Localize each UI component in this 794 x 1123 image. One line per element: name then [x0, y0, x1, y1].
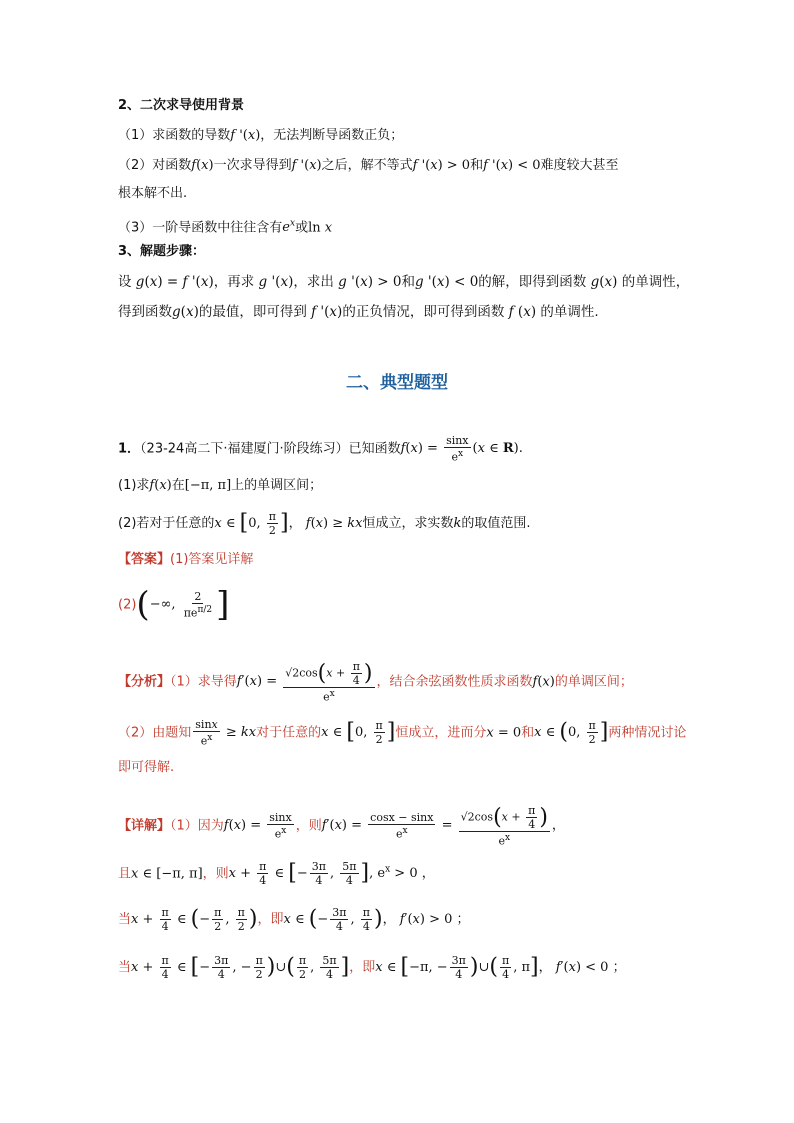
formula: f '(x) < 0: [483, 158, 541, 173]
formula: f′(x) = $\frac{\cos x - \sin x}{e^x}$ = √2cos(x + $\frac{\pi}{4}$ ) $e^x$ ，: [321, 804, 565, 848]
formula: g '(x) > 0: [338, 274, 402, 290]
answer-line-2: [118, 584, 230, 625]
text: 的单调区间；: [554, 674, 633, 690]
detail-line-1: [118, 804, 565, 848]
formula: [−π, π]: [184, 478, 232, 493]
formula: x + $\frac{\pi}{4}$ ∈ (− $\frac{\pi}{2}$ , $\frac{\pi}{2}$ ): [131, 906, 258, 933]
formula: g(x): [590, 274, 618, 290]
background-item-1: [118, 126, 403, 146]
section-2-heading: 2、二次求导使用背景: [118, 98, 245, 113]
background-item-2: [118, 156, 619, 176]
text: 设: [118, 274, 132, 290]
text: 的解，即得到函数: [478, 274, 587, 290]
analysis-line-2: [118, 718, 686, 748]
text: 的单调性.: [540, 304, 599, 320]
answer-label: 【答案】: [118, 552, 171, 567]
text: （2）由题知: [118, 725, 192, 741]
formula: (−∞, $\frac{2}{\pi e^{\pi/2}}$ ]: [136, 584, 230, 625]
formula: f '(x) > 0: [412, 158, 471, 173]
text: (2)若对于任意的: [118, 516, 215, 531]
formula: f(x) = $\frac{\sin x}{e^x}$: [223, 811, 292, 841]
problem-part-1: [118, 476, 322, 496]
text: 和: [470, 158, 484, 173]
formula: k: [453, 516, 462, 531]
formula: f′(x) = √2cos(x + $\frac{\pi}{4}$ ) $e^x$: [236, 660, 373, 704]
text: 在: [171, 478, 185, 493]
text: （1）求函数的导数: [118, 128, 231, 143]
text: ，则: [295, 818, 322, 834]
formula: g(x) = f '(x): [135, 274, 214, 290]
text: 或: [295, 220, 309, 236]
answer-part-1: (1)答案见详解: [170, 552, 254, 567]
text: 的取值范围.: [461, 516, 531, 531]
text: 恒成立，进而分: [395, 725, 487, 741]
text: ，再求: [213, 274, 255, 290]
text: 一次求导得到: [213, 158, 292, 173]
text: ，则: [202, 866, 229, 882]
formula: x ∈ [0, $\frac{\pi}{2}$ ]， f(x) ≥ kx: [214, 510, 363, 537]
text: 当: [118, 960, 132, 975]
answer-part-2: (2): [118, 597, 137, 613]
background-item-3: [118, 214, 332, 238]
text: 的最值，即可得到: [198, 304, 307, 320]
detail-line-2: [118, 860, 435, 887]
text: 两种情况讨论: [608, 725, 687, 741]
detail-label: 【详解】: [118, 818, 171, 834]
formula: $e^x$: [282, 219, 296, 236]
formula: $\frac{\sin x}{e^x}$ ≥ kx: [195, 718, 257, 748]
text: 的正负情况，即可得到函数: [342, 304, 505, 320]
text: （1）求导得: [170, 674, 237, 690]
text: 上的单调区间；: [231, 478, 323, 493]
answer-line-1: [118, 550, 253, 570]
analysis-line-3: 即可得解.: [118, 760, 175, 775]
text: ，即: [349, 960, 376, 975]
steps-line-1: [118, 272, 689, 292]
text: 恒成立，求实数: [362, 516, 454, 531]
formula: f(x): [191, 158, 214, 173]
background-item-2-cont: 根本解不出.: [118, 186, 188, 201]
formula: x ∈ [−π, π]: [131, 866, 203, 882]
problem-statement: [118, 434, 523, 464]
text: 和: [401, 274, 415, 290]
problem-source: （23-24高二下·福建厦门·阶段练习）已知函数: [140, 441, 401, 457]
formula: x = 0: [486, 725, 522, 741]
text: 当: [118, 912, 132, 927]
formula: ln x: [308, 220, 333, 236]
text: （2）对函数: [118, 158, 192, 173]
formula: x ∈ [−π, − $\frac{3\pi}{4}$ )∪( $\frac{\pi}{4}$ , π]， f′(x) < 0 ；: [375, 954, 626, 981]
formula: x ∈ (0, $\frac{\pi}{2}$ ]: [534, 719, 609, 747]
text: （1）因为: [170, 818, 224, 834]
formula: g '(x) < 0: [414, 274, 479, 290]
section-title: 二、典型题型: [346, 373, 448, 393]
text: 得到函数: [118, 304, 172, 320]
formula: f(x): [149, 478, 172, 493]
formula: x ∈ (− $\frac{3\pi}{4}$ , $\frac{\pi}{4}$ )， f′(x) > 0 ；: [283, 906, 470, 933]
section-3-heading: 3、解题步骤：: [118, 244, 206, 259]
steps-line-2: [118, 302, 599, 322]
analysis-line-1: [118, 660, 633, 704]
text: 且: [118, 866, 132, 882]
text: （3）一阶导函数中往往含有: [118, 220, 283, 236]
formula: f '(x): [311, 304, 343, 320]
text: 和: [521, 725, 535, 741]
text: ，结合余弦函数性质求函数: [376, 674, 533, 690]
problem-number: 1．: [118, 441, 141, 457]
formula: f (x): [508, 304, 537, 320]
problem-part-2: [118, 510, 531, 537]
formula: f(x) = $\frac{\sin x}{e^x}$ (x ∈ R).: [400, 434, 523, 464]
formula: f '(x): [230, 128, 261, 143]
text: 对于任意的: [256, 725, 322, 741]
text: 之后，解不等式: [321, 158, 413, 173]
analysis-label: 【分析】: [118, 674, 171, 690]
text: ，求出: [293, 274, 334, 290]
text: ，即: [257, 912, 284, 927]
formula: x ∈ [0, $\frac{\pi}{2}$ ]: [321, 719, 396, 747]
text: 难度较大甚至: [540, 158, 619, 173]
formula: f '(x): [291, 158, 322, 173]
text: ，无法判断导函数正负；: [260, 128, 404, 143]
text: 的单调性，: [621, 274, 690, 290]
formula: x + $\frac{\pi}{4}$ ∈ [− $\frac{3\pi}{4}$ , − $\frac{\pi}{2}$ )∪( $\frac{\pi}{2}$ , $\frac{5\pi}{4}$ ]: [131, 954, 350, 981]
formula: x + $\frac{\pi}{4}$ ∈ [− $\frac{3\pi}{4}$ , $\frac{5\pi}{4}$ ], $e^x > 0$ ，: [228, 860, 435, 888]
formula: g '(x): [258, 274, 294, 290]
detail-line-4: [118, 954, 626, 981]
detail-line-3: [118, 906, 470, 933]
formula: g(x): [172, 304, 199, 320]
text: (1)求: [118, 478, 150, 493]
formula: f(x): [532, 674, 555, 690]
